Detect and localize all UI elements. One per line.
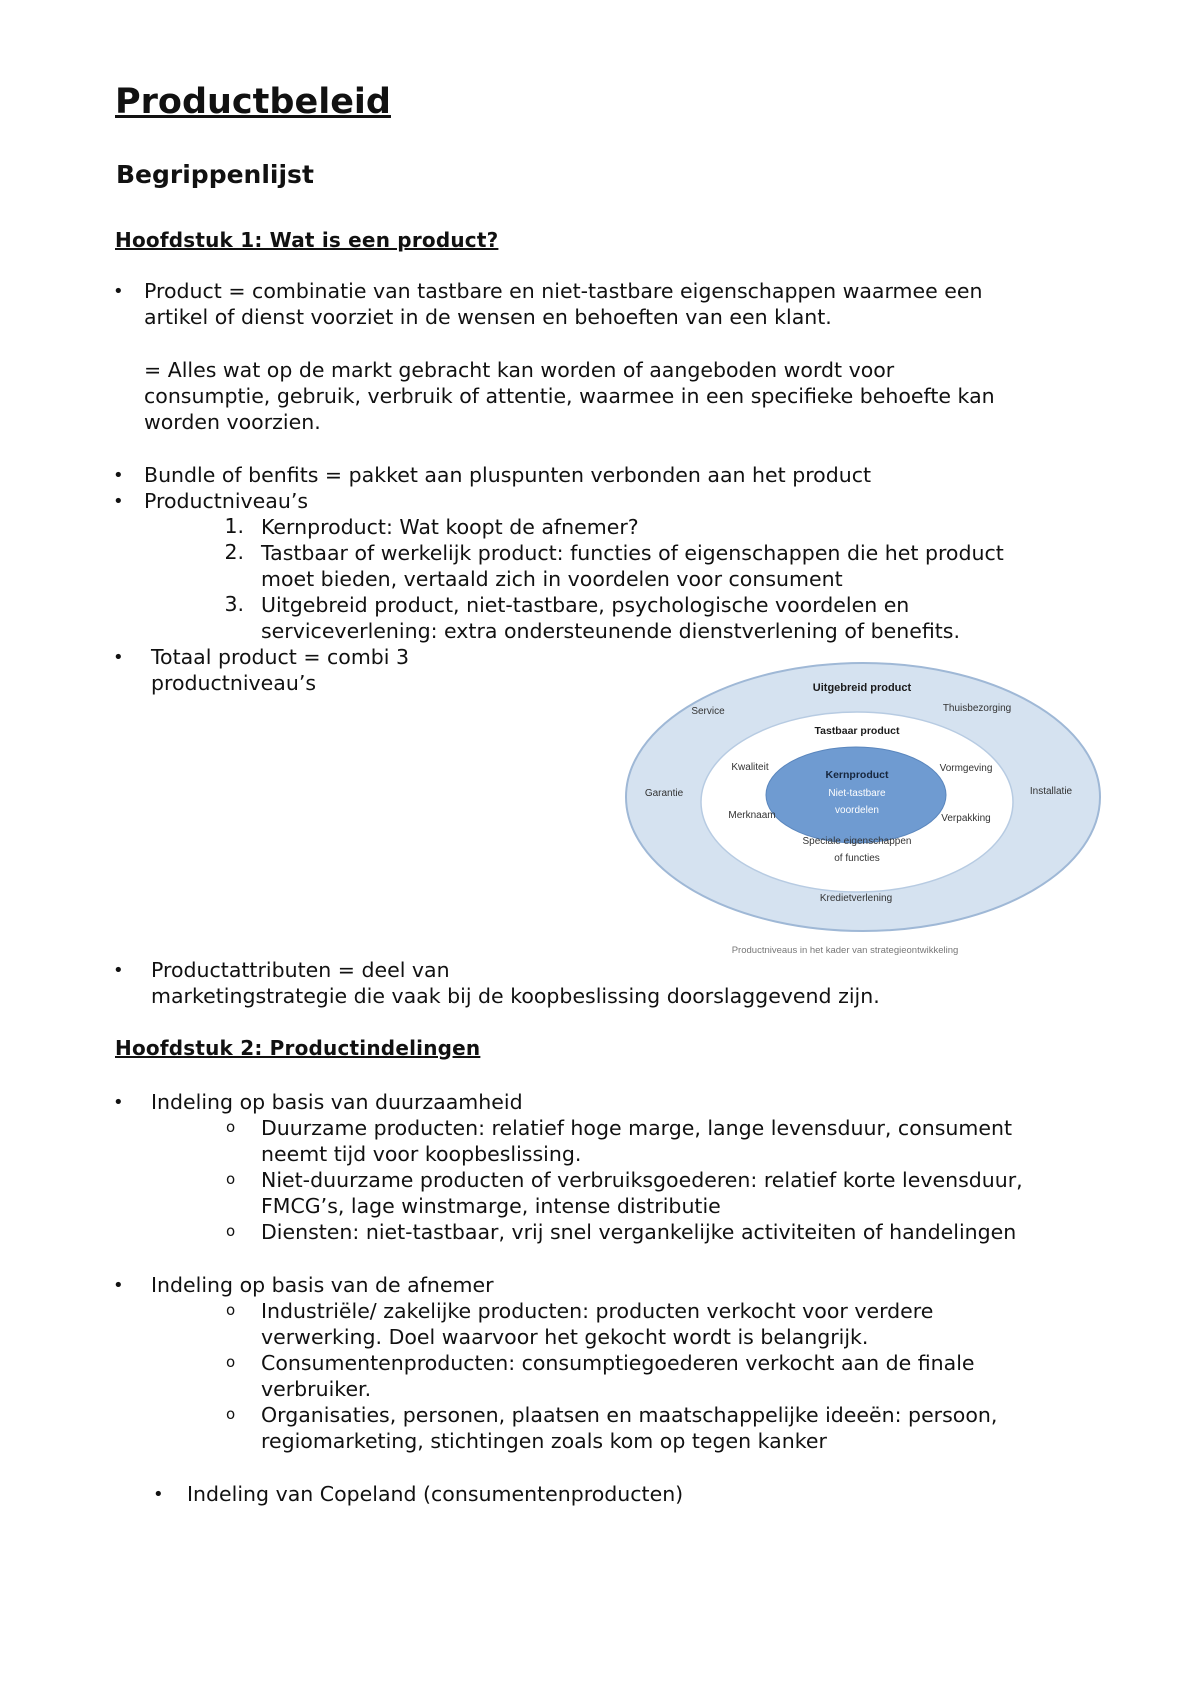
level-number: 1. — [224, 514, 244, 538]
copeland-heading: Indeling van Copeland (consumentenproducten) — [187, 1482, 684, 1506]
middle-ring-title: Tastbaar product — [814, 725, 900, 737]
outer-label-service: Service — [691, 706, 725, 717]
alt-definition-line-3: worden voorzien. — [144, 410, 321, 434]
sub-bullet-icon: o — [226, 1118, 236, 1136]
bullet-icon: • — [113, 647, 124, 668]
level-3-text-line-2: serviceverlening: extra ondersteunende dienstverlening of benefits. — [261, 619, 960, 643]
middle-label-packaging: Verpakking — [941, 813, 991, 824]
middle-label-special-features: Speciale eigenschappen — [802, 836, 912, 847]
non-durable-products-line-1: Niet-duurzame producten of verbruiksgoederen: relatief korte levensduur, — [261, 1168, 1023, 1192]
outer-label-installation: Installatie — [1029, 786, 1073, 797]
bullet-icon: • — [113, 1275, 124, 1296]
sub-bullet-icon: o — [226, 1405, 236, 1423]
core-label-line-2: voordelen — [835, 805, 879, 816]
middle-label-design: Vormgeving — [939, 763, 993, 774]
product-definition-line-2: artikel of dienst voorziet in de wensen en behoeften van een klant. — [144, 305, 832, 329]
level-2-text-line-1: Tastbaar of werkelijk product: functies of eigenschappen die het product — [261, 541, 1004, 565]
bundle-of-benefits: Bundle of benfits = pakket aan pluspunten verbonden aan het product — [144, 463, 872, 487]
chapter-1-heading: Hoofdstuk 1: Wat is een product? — [115, 228, 499, 252]
bullet-icon: • — [113, 465, 124, 486]
services-line: Diensten: niet-tastbaar, vrij snel vergankelijke activiteiten of handelingen — [261, 1220, 1017, 1244]
product-definition-line-1: Product = combinatie van tastbare en niet-tastbare eigenschappen waarmee een — [144, 279, 983, 303]
bullet-icon: • — [113, 491, 124, 512]
diagram-caption: Productniveaus in het kader van strategieontwikkeling — [731, 945, 959, 956]
product-attributes-line-1: Productattributen = deel van — [151, 958, 450, 982]
level-number: 2. — [224, 540, 244, 564]
organisations-line-1: Organisaties, personen, plaatsen en maatschappelijke ideeën: persoon, — [261, 1403, 998, 1427]
bullet-icon: • — [113, 1092, 124, 1113]
sub-bullet-icon: o — [226, 1222, 236, 1240]
page-subtitle: Begrippenlijst — [116, 160, 314, 189]
buyer-heading: Indeling op basis van de afnemer — [151, 1273, 494, 1297]
outer-label-warranty: Garantie — [644, 788, 684, 799]
middle-label-functions: of functies — [834, 853, 880, 864]
durable-products-line-1: Duurzame producten: relatief hoge marge, lange levensduur, consument — [261, 1116, 1013, 1140]
industrial-products-line-2: verwerking. Doel waarvoor het gekocht wordt is belangrijk. — [261, 1325, 869, 1349]
bullet-icon: • — [113, 281, 124, 302]
middle-label-brand: Merknaam — [728, 810, 776, 821]
chapter-2-heading: Hoofdstuk 2: Productindelingen — [115, 1036, 481, 1060]
level-2-text-line-2: moet bieden, vertaald zich in voordelen voor consument — [261, 567, 843, 591]
alt-definition-line-2: consumptie, gebruik, verbruik of attentie, waarmee in een specifieke behoefte kan — [144, 384, 995, 408]
sub-bullet-icon: o — [226, 1170, 236, 1188]
durable-products-line-2: neemt tijd voor koopbeslissing. — [261, 1142, 582, 1166]
bullet-icon: • — [113, 960, 124, 981]
product-levels-diagram — [620, 660, 1110, 960]
industrial-products-line-1: Industriële/ zakelijke producten: producten verkocht voor verdere — [261, 1299, 934, 1323]
alt-definition-line-1: = Alles wat op de markt gebracht kan worden of aangeboden wordt voor — [144, 358, 895, 382]
non-durable-products-line-2: FMCG’s, lage winstmarge, intense distributie — [261, 1194, 721, 1218]
core-title: Kernproduct — [825, 769, 889, 781]
outer-label-credit: Kredietverlening — [819, 893, 893, 904]
organisations-line-2: regiomarketing, stichtingen zoals kom op tegen kanker — [261, 1429, 827, 1453]
bullet-icon: • — [153, 1484, 164, 1505]
durability-heading: Indeling op basis van duurzaamheid — [151, 1090, 523, 1114]
page-title: Productbeleid — [115, 82, 391, 122]
consumer-products-line-1: Consumentenproducten: consumptiegoederen verkocht aan de finale — [261, 1351, 975, 1375]
level-3-text-line-1: Uitgebreid product, niet-tastbare, psychologische voordelen en — [261, 593, 910, 617]
product-attributes-line-2: marketingstrategie die vaak bij de koopbeslissing doorslaggevend zijn. — [151, 984, 880, 1008]
middle-label-quality: Kwaliteit — [731, 762, 769, 773]
level-1-text: Kernproduct: Wat koopt de afnemer? — [261, 515, 639, 539]
consumer-products-line-2: verbruiker. — [261, 1377, 372, 1401]
outer-label-home-delivery: Thuisbezorging — [942, 703, 1012, 714]
total-product-line-2: productniveau’s — [151, 671, 317, 695]
level-number: 3. — [224, 592, 244, 616]
core-label-line-1: Niet-tastbare — [828, 788, 886, 799]
sub-bullet-icon: o — [226, 1301, 236, 1319]
product-levels-heading: Productniveau’s — [144, 489, 309, 513]
outer-ring-title: Uitgebreid product — [812, 682, 912, 694]
total-product-line-1: Totaal product = combi 3 — [151, 645, 410, 669]
sub-bullet-icon: o — [226, 1353, 236, 1371]
